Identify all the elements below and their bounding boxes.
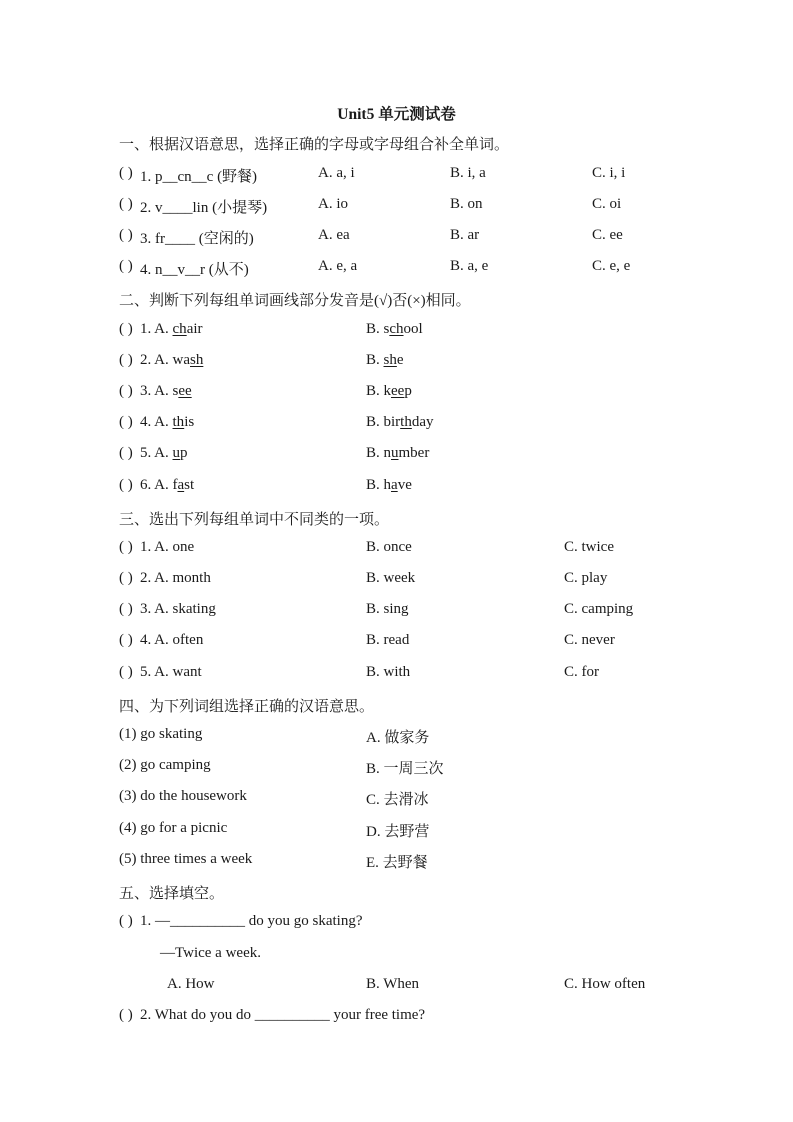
option-b: B. a, e bbox=[450, 258, 489, 274]
word-a-underlined: a bbox=[177, 477, 185, 493]
word-a bbox=[140, 352, 203, 369]
option-b: B. once bbox=[366, 539, 412, 555]
word-b-underlined: u bbox=[391, 445, 399, 461]
answer-paren: ( ) bbox=[119, 477, 133, 493]
answer-paren: ( ) bbox=[119, 601, 133, 617]
option-a: A. ea bbox=[318, 227, 350, 243]
word-b-prefix: B. k bbox=[366, 383, 392, 399]
answer-paren: ( ) bbox=[119, 258, 133, 274]
s4-pair-1 bbox=[0, 726, 793, 746]
s1-question-1 bbox=[0, 165, 793, 185]
answer-paren: ( ) bbox=[119, 196, 133, 212]
answer-paren: ( ) bbox=[119, 445, 133, 461]
page-title: Unit5 单元测试卷 bbox=[337, 106, 456, 123]
word-a-underlined: u bbox=[172, 445, 181, 461]
word-a-prefix: 2. A. wa bbox=[140, 352, 190, 368]
answer-paren: ( ) bbox=[119, 539, 133, 555]
word-b-suffix: p bbox=[404, 383, 412, 399]
s4-pair-2 bbox=[0, 757, 793, 777]
word-b-prefix: B. n bbox=[366, 445, 392, 461]
phrase: (1) go skating bbox=[119, 726, 203, 742]
option-a: A. a, i bbox=[318, 165, 355, 181]
option-a: 5. A. want bbox=[140, 664, 202, 680]
option-c: C. twice bbox=[564, 539, 614, 555]
s1-question-2 bbox=[0, 196, 793, 216]
word-a-underlined: sh bbox=[190, 352, 204, 368]
s3-question-3 bbox=[0, 601, 793, 621]
s3-question-2 bbox=[0, 570, 793, 590]
word-a-prefix: 1. A. bbox=[140, 321, 173, 337]
word-a-prefix: 3. A. s bbox=[140, 383, 179, 399]
word-b-prefix: B. bir bbox=[366, 414, 401, 430]
option-c: C. for bbox=[564, 664, 599, 680]
section-5-heading: 五、选择填空。 bbox=[119, 886, 225, 902]
word-b bbox=[366, 352, 404, 369]
word-b bbox=[366, 321, 423, 338]
s1-question-3 bbox=[0, 227, 793, 247]
word-a-suffix: is bbox=[184, 414, 195, 430]
phrase: (4) go for a picnic bbox=[119, 820, 228, 836]
s3-question-1 bbox=[0, 539, 793, 559]
option-a: 1. A. one bbox=[140, 539, 195, 555]
s5-question-1 bbox=[0, 913, 793, 933]
word-b-prefix: B. s bbox=[366, 321, 390, 337]
question-text: 3. fr____ (空闲的) bbox=[140, 231, 254, 247]
word-a bbox=[140, 383, 192, 400]
s2-question-1 bbox=[0, 321, 793, 341]
section-4-heading: 四、为下列词组选择正确的汉语意思。 bbox=[119, 699, 375, 715]
answer-paren: ( ) bbox=[119, 570, 133, 586]
option-b: B. sing bbox=[366, 601, 409, 617]
answer-paren: ( ) bbox=[119, 1007, 133, 1023]
answer-paren: ( ) bbox=[119, 383, 133, 399]
word-b-prefix: B. bbox=[366, 352, 384, 368]
word-b-suffix: ve bbox=[397, 477, 412, 493]
word-a-underlined: ee bbox=[178, 383, 192, 399]
word-b bbox=[366, 445, 429, 462]
section-3-heading: 三、选出下列每组单词中不同类的一项。 bbox=[119, 512, 390, 528]
word-a-prefix: 6. A. f bbox=[140, 477, 178, 493]
option-b: B. ar bbox=[450, 227, 480, 243]
option-b: B. week bbox=[366, 570, 416, 586]
s4-pair-4 bbox=[0, 820, 793, 840]
option-a: 2. A. month bbox=[140, 570, 211, 586]
option-b: B. When bbox=[366, 976, 420, 992]
word-a bbox=[140, 321, 203, 338]
word-b-prefix: B. h bbox=[366, 477, 392, 493]
option-c: C. play bbox=[564, 570, 608, 586]
option-a: A. io bbox=[318, 196, 348, 212]
answer-paren: ( ) bbox=[119, 165, 133, 181]
s3-question-4 bbox=[0, 632, 793, 652]
word-a bbox=[140, 445, 188, 462]
word-a-suffix: p bbox=[180, 445, 188, 461]
option-c: C. never bbox=[564, 632, 615, 648]
word-b-underlined: ee bbox=[391, 383, 405, 399]
s5-question-1-options bbox=[0, 976, 793, 996]
question-text: 2. v____lin (小提琴) bbox=[140, 200, 268, 216]
answer-paren: ( ) bbox=[119, 664, 133, 680]
answer-paren: ( ) bbox=[119, 227, 133, 243]
word-b-underlined: a bbox=[391, 477, 398, 493]
option-b: B. with bbox=[366, 664, 411, 680]
answer-paren: ( ) bbox=[119, 352, 133, 368]
option-b: B. on bbox=[450, 196, 483, 212]
s2-question-4 bbox=[0, 414, 793, 434]
section-2-heading: 二、判断下列每组单词画线部分发音是(√)否(×)相同。 bbox=[119, 293, 471, 309]
meaning: C. 去滑冰 bbox=[366, 792, 429, 808]
word-b-suffix: ool bbox=[403, 321, 423, 337]
question-text: 4. n__v__r (从不) bbox=[140, 262, 249, 278]
word-b-underlined: th bbox=[400, 414, 412, 430]
word-b bbox=[366, 477, 412, 494]
phrase: (5) three times a week bbox=[119, 851, 253, 867]
word-a-underlined: ch bbox=[172, 321, 187, 337]
s2-question-3 bbox=[0, 383, 793, 403]
reply-text: —Twice a week. bbox=[160, 945, 261, 961]
option-a: 3. A. skating bbox=[140, 601, 216, 617]
word-a bbox=[140, 477, 194, 494]
s4-pair-5 bbox=[0, 851, 793, 871]
word-b-suffix: day bbox=[411, 414, 434, 430]
meaning: B. 一周三次 bbox=[366, 761, 444, 777]
s3-question-5 bbox=[0, 664, 793, 684]
s1-question-4 bbox=[0, 258, 793, 278]
word-a-underlined: th bbox=[172, 414, 185, 430]
option-c: C. ee bbox=[592, 227, 623, 243]
word-a-prefix: 4. A. bbox=[140, 414, 173, 430]
meaning: D. 去野营 bbox=[366, 824, 430, 840]
word-b bbox=[366, 383, 412, 400]
section-1-heading: 一、根据汉语意思，选择正确的字母或字母组合补全单词。 bbox=[119, 137, 510, 153]
option-a: A. e, a bbox=[318, 258, 358, 274]
option-c: C. e, e bbox=[592, 258, 631, 274]
answer-paren: ( ) bbox=[119, 913, 133, 929]
word-a-suffix: st bbox=[184, 477, 195, 493]
option-c: C. oi bbox=[592, 196, 622, 212]
meaning: A. 做家务 bbox=[366, 730, 430, 746]
s2-question-6 bbox=[0, 477, 793, 497]
word-b-underlined: sh bbox=[383, 352, 397, 368]
option-c: C. i, i bbox=[592, 165, 626, 181]
word-a bbox=[140, 414, 194, 431]
word-b-suffix: e bbox=[396, 352, 404, 368]
question-text: 1. —__________ do you go skating? bbox=[140, 913, 363, 929]
s2-question-2 bbox=[0, 352, 793, 372]
word-a-suffix: air bbox=[186, 321, 203, 337]
s5-question-1-reply bbox=[0, 945, 793, 965]
answer-paren: ( ) bbox=[119, 321, 133, 337]
answer-paren: ( ) bbox=[119, 414, 133, 430]
option-b: B. read bbox=[366, 632, 410, 648]
question-text: 2. What do you do __________ your free time? bbox=[140, 1007, 426, 1023]
option-c: C. How often bbox=[564, 976, 646, 992]
meaning: E. 去野餐 bbox=[366, 855, 428, 871]
option-a: A. How bbox=[167, 976, 215, 992]
phrase: (3) do the housework bbox=[119, 788, 247, 804]
word-a-prefix: 5. A. bbox=[140, 445, 173, 461]
s5-question-2 bbox=[0, 1007, 793, 1027]
word-b-underlined: ch bbox=[389, 321, 404, 337]
s4-pair-3 bbox=[0, 788, 793, 808]
option-a: 4. A. often bbox=[140, 632, 204, 648]
phrase: (2) go camping bbox=[119, 757, 211, 773]
option-c: C. camping bbox=[564, 601, 634, 617]
answer-paren: ( ) bbox=[119, 632, 133, 648]
s2-question-5 bbox=[0, 445, 793, 465]
option-b: B. i, a bbox=[450, 165, 486, 181]
question-text: 1. p__cn__c (野餐) bbox=[140, 169, 258, 185]
word-b bbox=[366, 414, 434, 431]
word-b-suffix: mber bbox=[398, 445, 430, 461]
